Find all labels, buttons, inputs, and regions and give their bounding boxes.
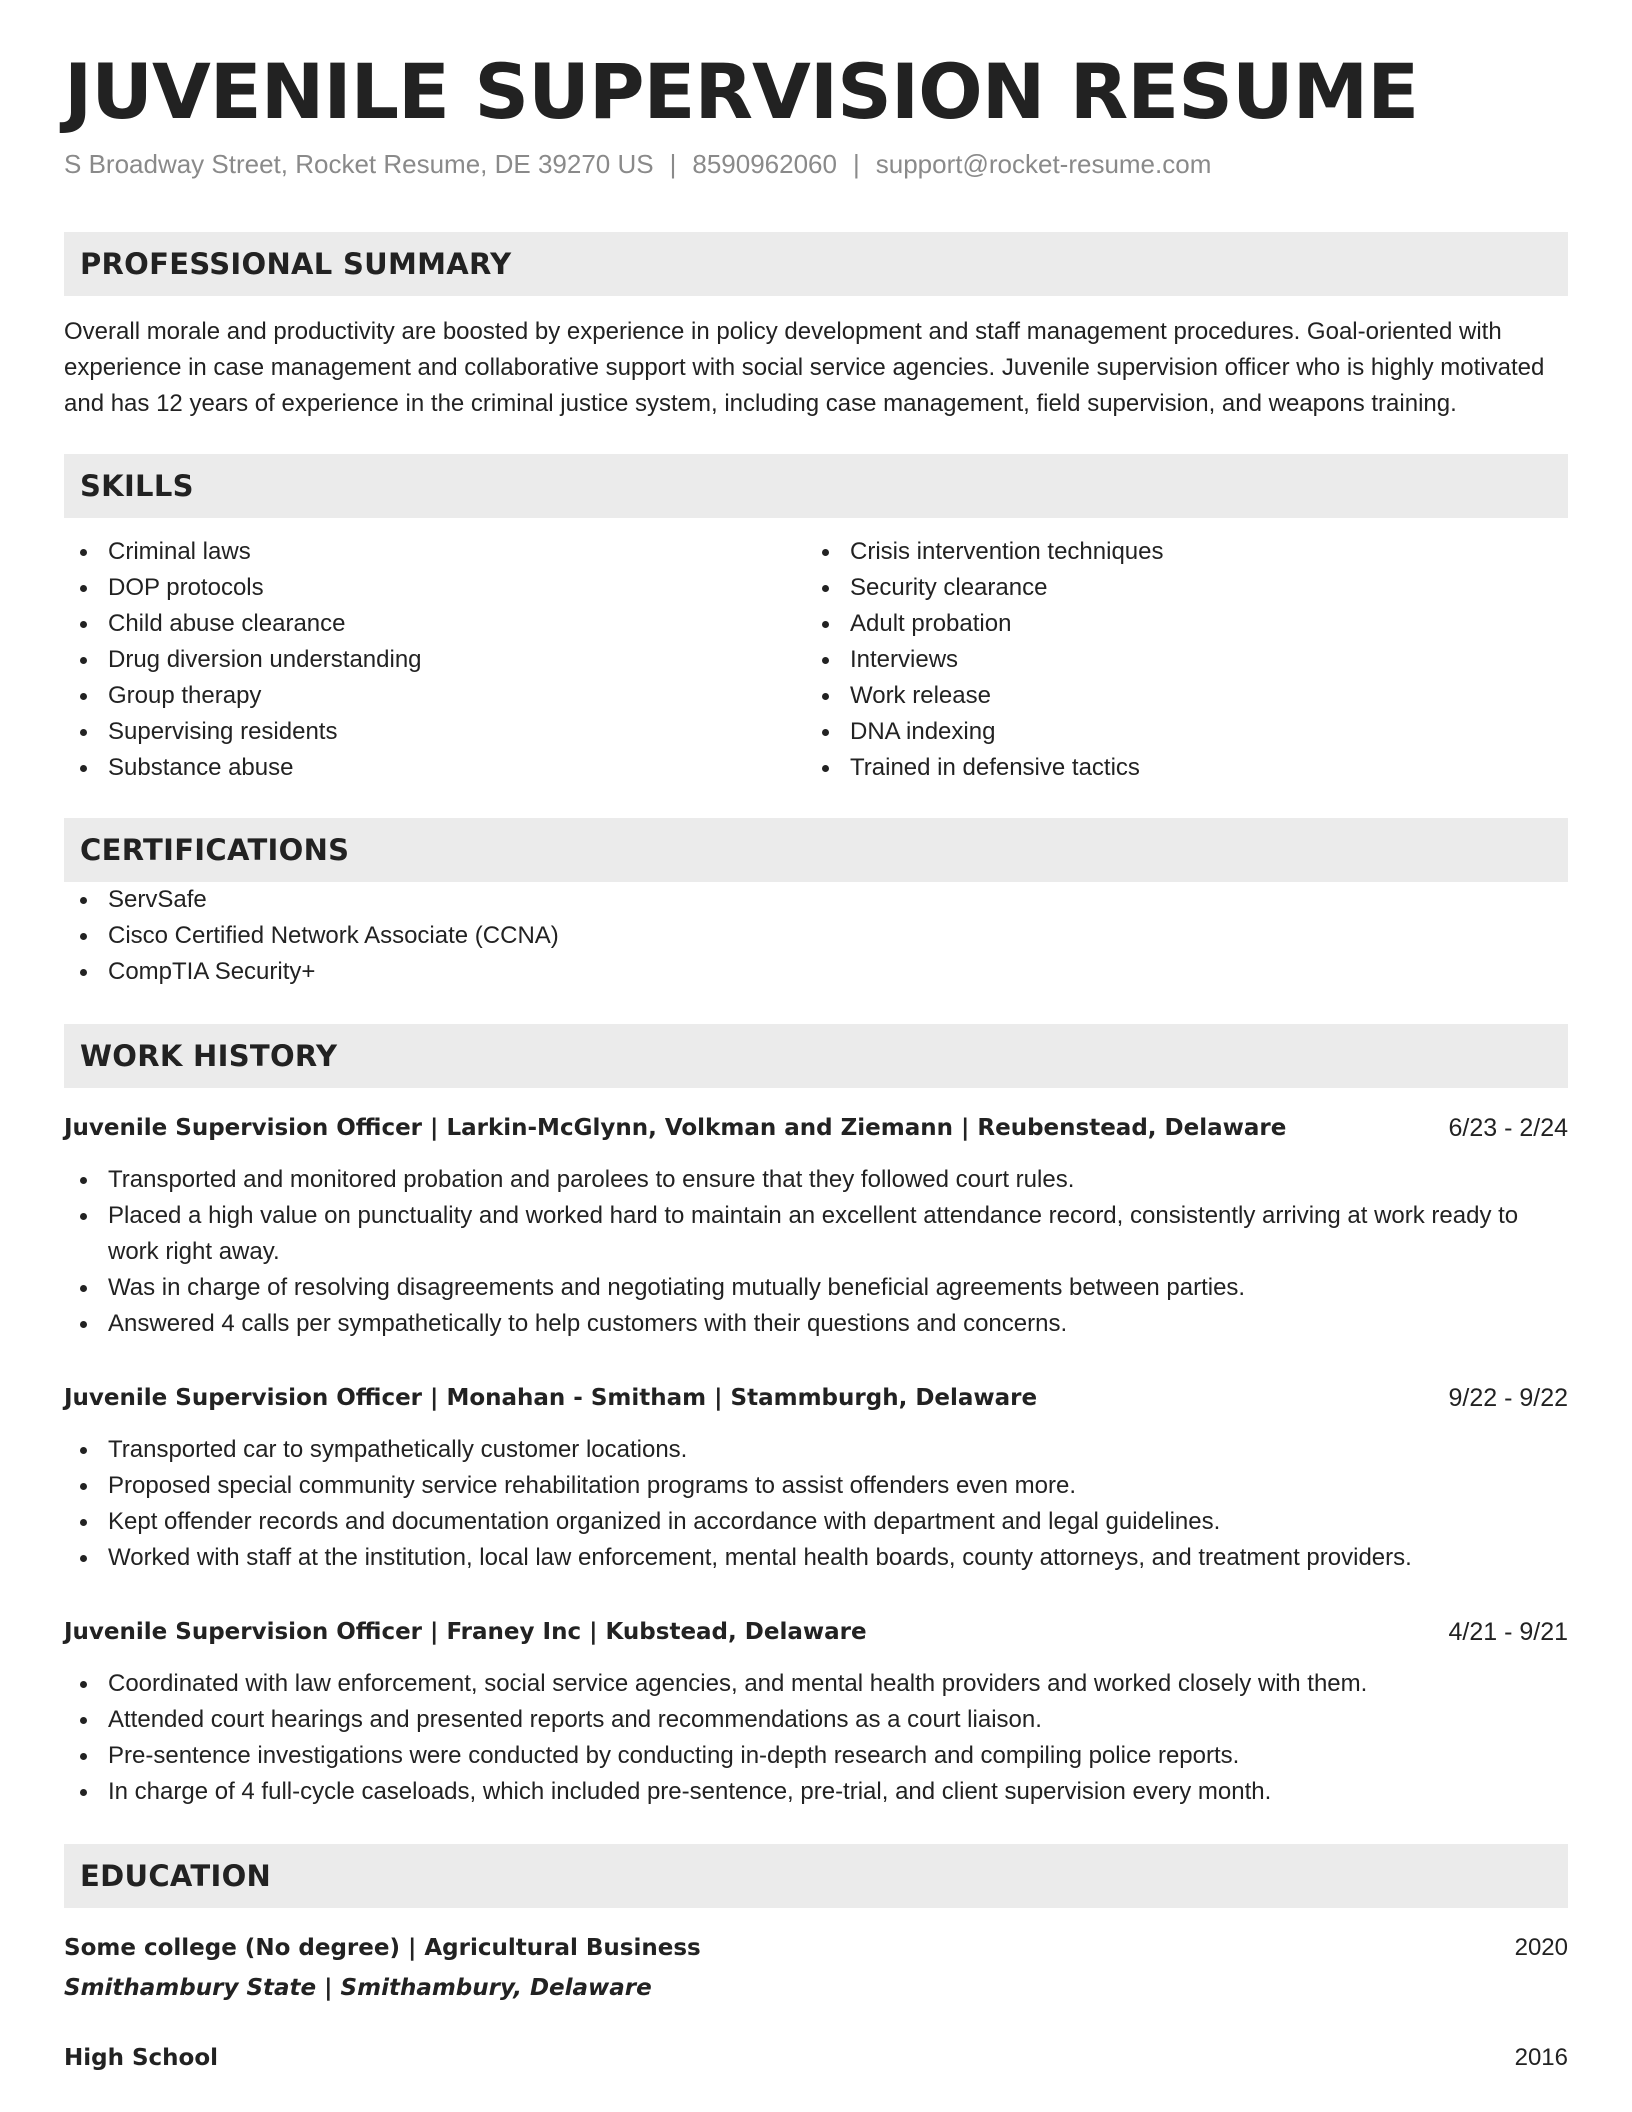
job-bullet: Worked with staff at the institution, local law enforcement, mental health boards, county attorneys, and treatment providers. (64, 1540, 1568, 1576)
job-bullet: Transported car to sympathetically customer locations. (64, 1432, 1568, 1468)
skill-item: Crisis intervention techniques (806, 534, 1548, 570)
skill-item: DOP protocols (64, 570, 806, 606)
job-title: Juvenile Supervision Officer | Larkin-McGlynn, Volkman and Ziemann | Reubenstead, Delaware (64, 1115, 1287, 1142)
skill-item: Interviews (806, 642, 1548, 678)
section-heading-skills: SKILLS (64, 454, 1568, 518)
contact-line (64, 149, 1568, 180)
section-heading-certifications: CERTIFICATIONS (64, 818, 1568, 882)
contact-separator: | (669, 149, 677, 180)
job-title: Juvenile Supervision Officer | Monahan - Smitham | Stammburgh, Delaware (64, 1385, 1038, 1412)
job-dates: 6/23 - 2/24 (1448, 1114, 1568, 1143)
job-bullet: Was in charge of resolving disagreements and negotiating mutually beneficial agreements between parties. (64, 1270, 1568, 1306)
job-header (64, 1380, 1568, 1416)
job-entry (64, 1110, 1568, 1342)
education-degree: Some college (No degree) | Agricultural Business (64, 1935, 701, 1962)
education-school: Smithambury State | Smithambury, Delaware (64, 1975, 652, 2002)
job-bullet: In charge of 4 full-cycle caseloads, which included pre-sentence, pre-trial, and client supervision every month. (64, 1774, 1568, 1810)
resume-title: JUVENILE SUPERVISION RESUME (64, 47, 1419, 136)
job-bullet: Placed a high value on punctuality and worked hard to maintain an excellent attendance record, consistently arriving at work ready to work right away. (64, 1198, 1568, 1270)
certification-item: ServSafe (64, 882, 1568, 918)
education-year: 2020 (1514, 1934, 1568, 1962)
skill-item: DNA indexing (806, 714, 1548, 750)
job-bullet: Coordinated with law enforcement, social service agencies, and mental health providers and worked closely with them. (64, 1666, 1568, 1702)
certifications-list (64, 882, 1568, 990)
job-bullets (64, 1666, 1568, 1810)
job-dates: 4/21 - 9/21 (1448, 1618, 1568, 1647)
contact-phone: 8590962060 (692, 149, 837, 180)
education-header (64, 2040, 1568, 2076)
job-bullet: Transported and monitored probation and parolees to ensure that they followed court rules. (64, 1162, 1568, 1198)
section-heading-work-history: WORK HISTORY (64, 1024, 1568, 1088)
job-bullet: Attended court hearings and presented reports and recommendations as a court liaison. (64, 1702, 1568, 1738)
skills-column-left (64, 534, 806, 786)
contact-separator: | (852, 149, 860, 180)
skill-item: Supervising residents (64, 714, 806, 750)
education-degree: High School (64, 2045, 219, 2072)
job-dates: 9/22 - 9/22 (1448, 1384, 1568, 1413)
skill-item: Substance abuse (64, 750, 806, 786)
job-entry (64, 1614, 1568, 1810)
skill-item: Drug diversion understanding (64, 642, 806, 678)
education-entry (64, 2040, 1568, 2076)
skill-item: Security clearance (806, 570, 1548, 606)
job-header (64, 1110, 1568, 1146)
skill-item: Work release (806, 678, 1548, 714)
skill-item: Group therapy (64, 678, 806, 714)
contact-address: S Broadway Street, Rocket Resume, DE 39270 US (64, 149, 654, 180)
skills-column-right (806, 534, 1548, 786)
skills-list (64, 534, 1568, 786)
summary-text: Overall morale and productivity are boosted by experience in policy development and staff management procedures. Goal-oriented with experience in case management and collaborative support with social service agencies. Juvenile supervision officer who is highly motivated and has 12 years of experience in the criminal justice system, including case management, field supervision, and weapons training. (64, 318, 1545, 418)
contact-email: support@rocket-resume.com (875, 149, 1212, 180)
education-entry (64, 1930, 1568, 2006)
skill-item: Adult probation (806, 606, 1548, 642)
section-heading-education: EDUCATION (64, 1844, 1568, 1908)
job-bullet: Kept offender records and documentation organized in accordance with department and legal guidelines. (64, 1504, 1568, 1540)
job-header (64, 1614, 1568, 1650)
job-bullet: Proposed special community service rehabilitation programs to assist offenders even more. (64, 1468, 1568, 1504)
job-title: Juvenile Supervision Officer | Franey Inc | Kubstead, Delaware (64, 1619, 867, 1646)
section-heading-summary: PROFESSIONAL SUMMARY (64, 232, 1568, 296)
skill-item: Trained in defensive tactics (806, 750, 1548, 786)
job-bullets (64, 1432, 1568, 1576)
job-bullet: Answered 4 calls per sympathetically to help customers with their questions and concerns. (64, 1306, 1568, 1342)
job-bullets (64, 1162, 1568, 1342)
skill-item: Child abuse clearance (64, 606, 806, 642)
education-header (64, 1930, 1568, 1966)
job-entry (64, 1380, 1568, 1576)
certification-item: CompTIA Security+ (64, 954, 1568, 990)
skill-item: Criminal laws (64, 534, 806, 570)
job-bullet: Pre-sentence investigations were conducted by conducting in-depth research and compiling police reports. (64, 1738, 1568, 1774)
certification-item: Cisco Certified Network Associate (CCNA) (64, 918, 1568, 954)
education-year: 2016 (1514, 2044, 1568, 2072)
